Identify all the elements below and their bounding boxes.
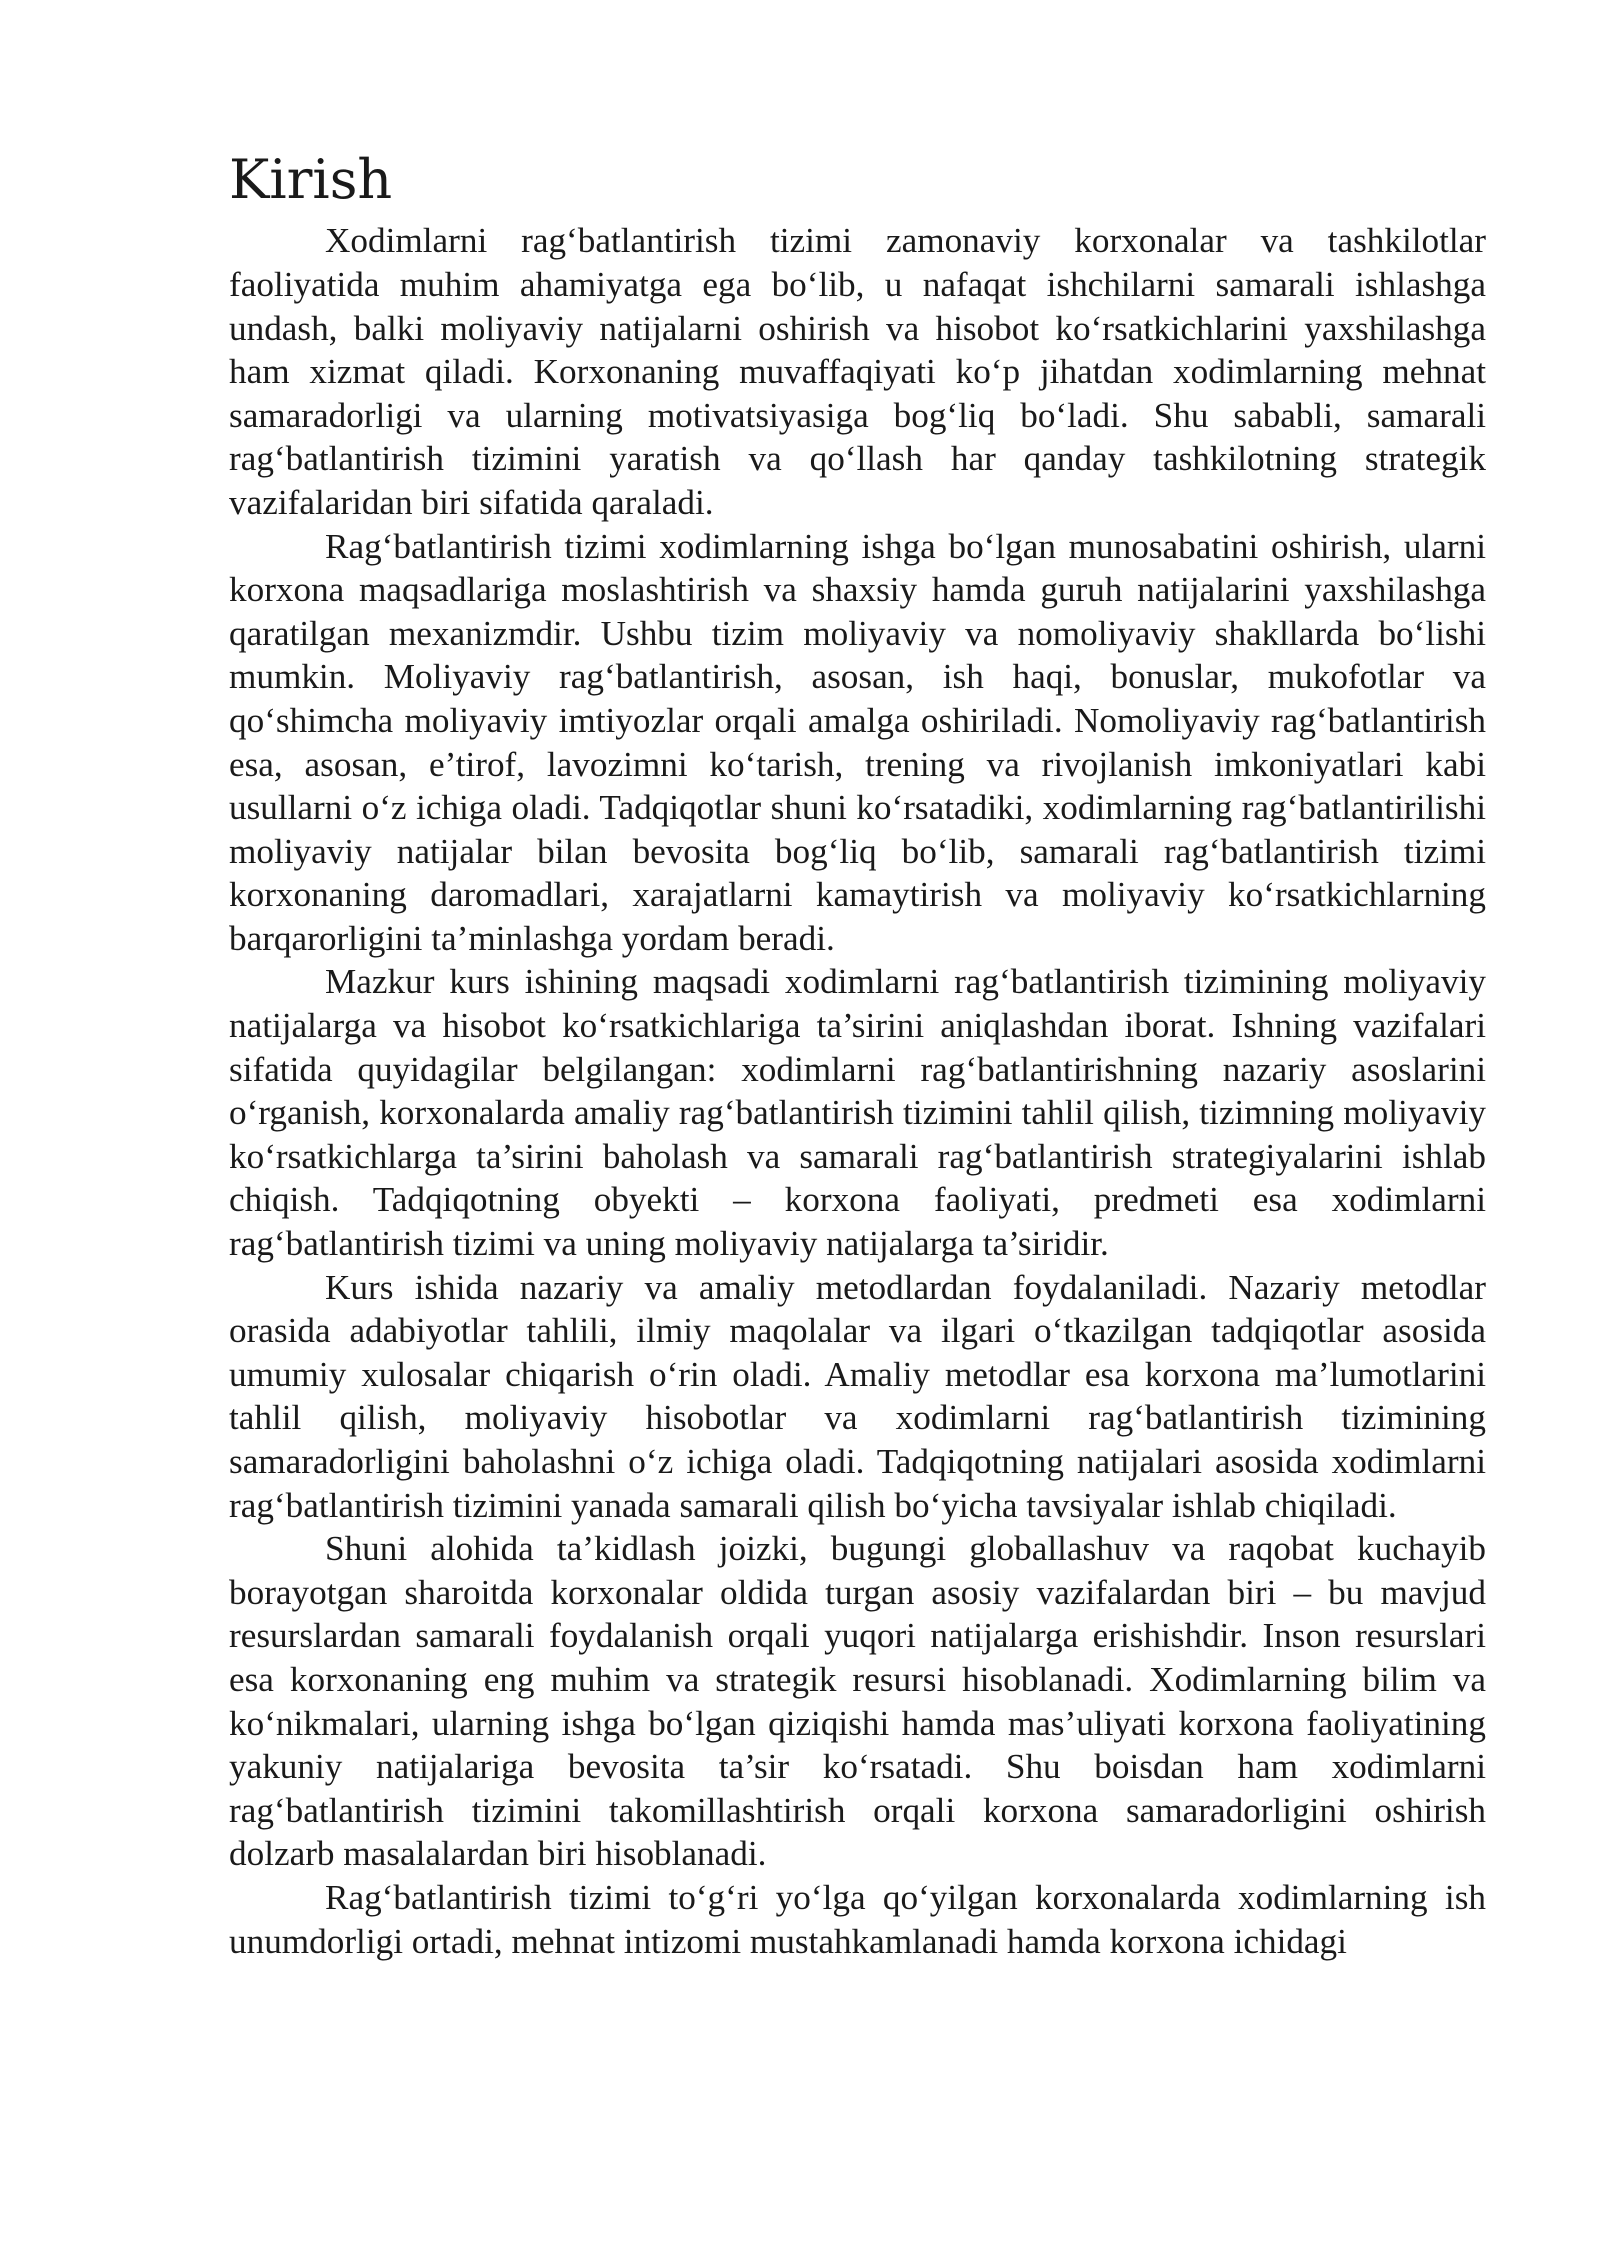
document-body (229, 150, 1486, 1963)
paragraph: Mazkur kurs ishining maqsadi xodimlarni rag‘batlantirish tizimining moliyaviy natijalarga va hisobot ko‘rsatkichlariga ta’sirini aniqlashdan iborat. Ishning vazifalari sifatida quyidagilar belgilangan: xodimlarni rag‘batlantirishning nazariy asoslarini o‘rganish, korxonalarda amaliy rag‘batlantirish tizimini tahlil qilish, tizimning moliyaviy ko‘rsatkichlarga ta’sirini baholash va samarali rag‘batlantirish strategiyalarini ishlab chiqish. Tadqiqotning obyekti – korxona faoliyati, predmeti esa xodimlarni rag‘batlantirish tizimi va uning moliyaviy natijalarga ta’siridir. (229, 962, 1486, 1264)
section-heading: Kirish (229, 148, 393, 211)
paragraph: Kurs ishida nazariy va amaliy metodlardan foydalaniladi. Nazariy metodlar orasida adabiyotlar tahlili, ilmiy maqolalar va ilgari o‘tkazilgan tadqiqotlar asosida umumiy xulosalar chiqarish o‘rin oladi. Amaliy metodlar esa korxona ma’lumotlarini tahlil qilish, moliyaviy hisobotlar va xodimlarni rag‘batlantirish tizimining samaradorligini baholashni o‘z ichiga oladi. Tadqiqotning natijalari asosida xodimlarni rag‘batlantirish tizimini yanada samarali qilish bo‘yicha tavsiyalar ishlab chiqiladi. (229, 1267, 1486, 1525)
paragraph: Xodimlarni rag‘batlantirish tizimi zamonaviy korxonalar va tashkilotlar faoliyatida muhim ahamiyatga ega bo‘lib, u nafaqat ishchilarni samarali ishlashga undash, balki moliyaviy natijalarni oshirish va hisobot ko‘rsatkichlarini yaxshilashga ham xizmat qiladi. Korxonaning muvaffaqiyati ko‘p jihatdan xodimlarning mehnat samaradorligi va ularning motivatsiyasiga bog‘liq bo‘ladi. Shu sababli, samarali rag‘batlantirish tizimini yaratish va qo‘llash har qanday tashkilotning strategik vazifalaridan biri sifatida qaraladi. (229, 221, 1486, 522)
paragraph: Shuni alohida ta’kidlash joizki, bugungi globallashuv va raqobat kuchayib borayotgan sharoitda korxonalar oldida turgan asosiy vazifalardan biri – bu mavjud resurslardan samarali foydalanish orqali yuqori natijalarga erishishdir. Inson resurslari esa korxonaning eng muhim va strategik resursi hisoblanadi. Xodimlarning bilim va ko‘nikmalari, ularning ishga bo‘lgan qiziqishi hamda mas’uliyati korxona faoliyatining yakuniy natijalariga bevosita ta’sir ko‘rsatadi. Shu boisdan ham xodimlarni rag‘batlantirish tizimini takomillashtirish orqali korxona samaradorligini oshirish dolzarb masalalardan biri hisoblanadi. (229, 1529, 1486, 1874)
paragraph: Rag‘batlantirish tizimi xodimlarning ishga bo‘lgan munosabatini oshirish, ularni korxona maqsadlariga moslashtirish va shaxsiy hamda guruh natijalarini yaxshilashga qaratilgan mexanizmdir. Ushbu tizim moliyaviy va nomoliyaviy shakllarda bo‘lishi mumkin. Moliyaviy rag‘batlantirish, asosan, ish haqi, bonuslar, mukofotlar va qo‘shimcha moliyaviy imtiyozlar orqali amalga oshiriladi. Nomoliyaviy rag‘batlantirish esa, asosan, e’tirof, lavozimni ko‘tarish, trening va rivojlanish imkoniyatlari kabi usullarni o‘z ichiga oladi. Tadqiqotlar shuni ko‘rsatadiki, xodimlarning rag‘batlantirilishi moliyaviy natijalar bilan bevosita bog‘liq bo‘lib, samarali rag‘batlantirish tizimi korxonaning daromadlari, xarajatlarni kamaytirish va moliyaviy ko‘rsatkichlarning barqarorligini ta’minlashga yordam beradi. (229, 526, 1486, 958)
paragraph: Rag‘batlantirish tizimi to‘g‘ri yo‘lga qo‘yilgan korxonalarda xodimlarning ish unumdorligi ortadi, mehnat intizomi mustahkamlanadi hamda korxona ichidagi (229, 1877, 1486, 1961)
